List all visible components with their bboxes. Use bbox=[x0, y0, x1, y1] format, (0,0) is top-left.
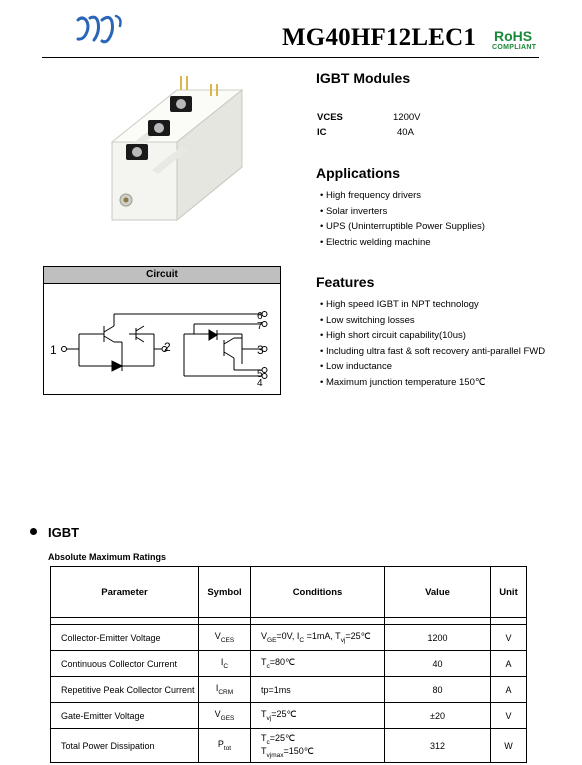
table-header-row bbox=[51, 567, 527, 618]
company-logo bbox=[72, 12, 128, 46]
list-item: • UPS (Uninterruptible Power Supplies) bbox=[320, 219, 485, 235]
cell-value: ±20 bbox=[385, 703, 491, 729]
features-heading: Features bbox=[316, 274, 375, 290]
spec-value-ic: 40A bbox=[397, 127, 414, 138]
applications-list bbox=[320, 188, 485, 250]
cell-parameter: Repetitive Peak Collector Current bbox=[51, 677, 199, 703]
pin-7-label: 7 bbox=[257, 321, 263, 332]
spec-value-vces: 1200V bbox=[393, 112, 421, 123]
cell-unit: V bbox=[491, 625, 527, 651]
cell-conditions: $T_c=80℃$ bbox=[251, 651, 385, 677]
list-item: • Maximum junction temperature 150℃ bbox=[320, 375, 545, 391]
column-header: Value bbox=[385, 567, 491, 618]
product-title: IGBT Modules bbox=[316, 70, 411, 86]
header-divider bbox=[42, 57, 539, 58]
list-item: • Low inductance bbox=[320, 359, 545, 375]
cell-value: 1200 bbox=[385, 625, 491, 651]
pin-3-label: 3 bbox=[257, 343, 264, 357]
cell-conditions: tp=1ms bbox=[251, 677, 385, 703]
cell-value: 312 bbox=[385, 729, 491, 763]
rohs-badge: RoHS bbox=[494, 28, 533, 44]
ratings-table bbox=[50, 566, 527, 763]
circuit-title: Circuit bbox=[44, 267, 280, 284]
cell-parameter: Total Power Dissipation bbox=[51, 729, 199, 763]
column-header: Conditions bbox=[251, 567, 385, 618]
cell-value: 80 bbox=[385, 677, 491, 703]
spec-key-vces: VCES bbox=[317, 112, 343, 123]
cell-unit: A bbox=[491, 677, 527, 703]
section-bullet bbox=[30, 528, 37, 535]
table-row bbox=[51, 625, 527, 651]
list-item: • Solar inverters bbox=[320, 204, 485, 220]
cell-symbol: $I_C$ bbox=[199, 651, 251, 677]
list-item: • Including ultra fast & soft recovery anti-parallel FWD bbox=[320, 344, 545, 360]
cell-unit: V bbox=[491, 703, 527, 729]
cell-unit: A bbox=[491, 651, 527, 677]
cell-symbol: $P_{tot}$ bbox=[199, 729, 251, 763]
table-row bbox=[51, 651, 527, 677]
cell-value: 40 bbox=[385, 651, 491, 677]
pin-5-label: 5 bbox=[257, 369, 263, 380]
rohs-compliant-label: COMPLIANT bbox=[492, 44, 537, 51]
circuit-schematic bbox=[44, 284, 280, 394]
cell-unit: W bbox=[491, 729, 527, 763]
module-product-image bbox=[92, 72, 252, 222]
table-row bbox=[51, 677, 527, 703]
cell-conditions: $V_{GE}=0V$, $I_C =1mA$, $T_{vj}=25℃$ bbox=[251, 625, 385, 651]
cell-parameter: Collector-Emitter Voltage bbox=[51, 625, 199, 651]
list-item: • Low switching losses bbox=[320, 313, 545, 329]
circuit-diagram-box bbox=[43, 266, 281, 395]
pin-6-label: 6 bbox=[257, 311, 263, 322]
cell-parameter: Gate-Emitter Voltage bbox=[51, 703, 199, 729]
cell-conditions: $T_{vj}=25℃$ bbox=[251, 703, 385, 729]
pin-1-label: 1 bbox=[50, 343, 57, 357]
column-header: Parameter bbox=[51, 567, 199, 618]
list-item: • High short circuit capability(10us) bbox=[320, 328, 545, 344]
applications-heading: Applications bbox=[316, 165, 401, 181]
cell-conditions: $T_c=25℃$ $T_{vjmax}=150℃$ bbox=[251, 729, 385, 763]
table-row bbox=[51, 729, 527, 763]
pin-4-label: 4 bbox=[257, 378, 263, 389]
list-item: • High speed IGBT in NPT technology bbox=[320, 297, 545, 313]
cell-parameter: Continuous Collector Current bbox=[51, 651, 199, 677]
igbt-heading: IGBT bbox=[48, 525, 80, 540]
list-item: • Electric welding machine bbox=[320, 235, 485, 251]
cell-symbol: $V_{CES}$ bbox=[199, 625, 251, 651]
cell-symbol: $V_{GES}$ bbox=[199, 703, 251, 729]
list-item: • High frequency drivers bbox=[320, 188, 485, 204]
pin-2-label: 2 bbox=[164, 340, 171, 354]
features-list bbox=[320, 297, 545, 390]
absolute-max-ratings-heading: Absolute Maximum Ratings bbox=[48, 552, 167, 562]
cell-symbol: $I_{CRM}$ bbox=[199, 677, 251, 703]
spec-key-ic: IC bbox=[317, 127, 327, 138]
table-spacer-row bbox=[51, 618, 527, 625]
part-number: MG40HF12LEC1 bbox=[282, 24, 477, 51]
column-header: Symbol bbox=[199, 567, 251, 618]
column-header: Unit bbox=[491, 567, 527, 618]
table-row bbox=[51, 703, 527, 729]
